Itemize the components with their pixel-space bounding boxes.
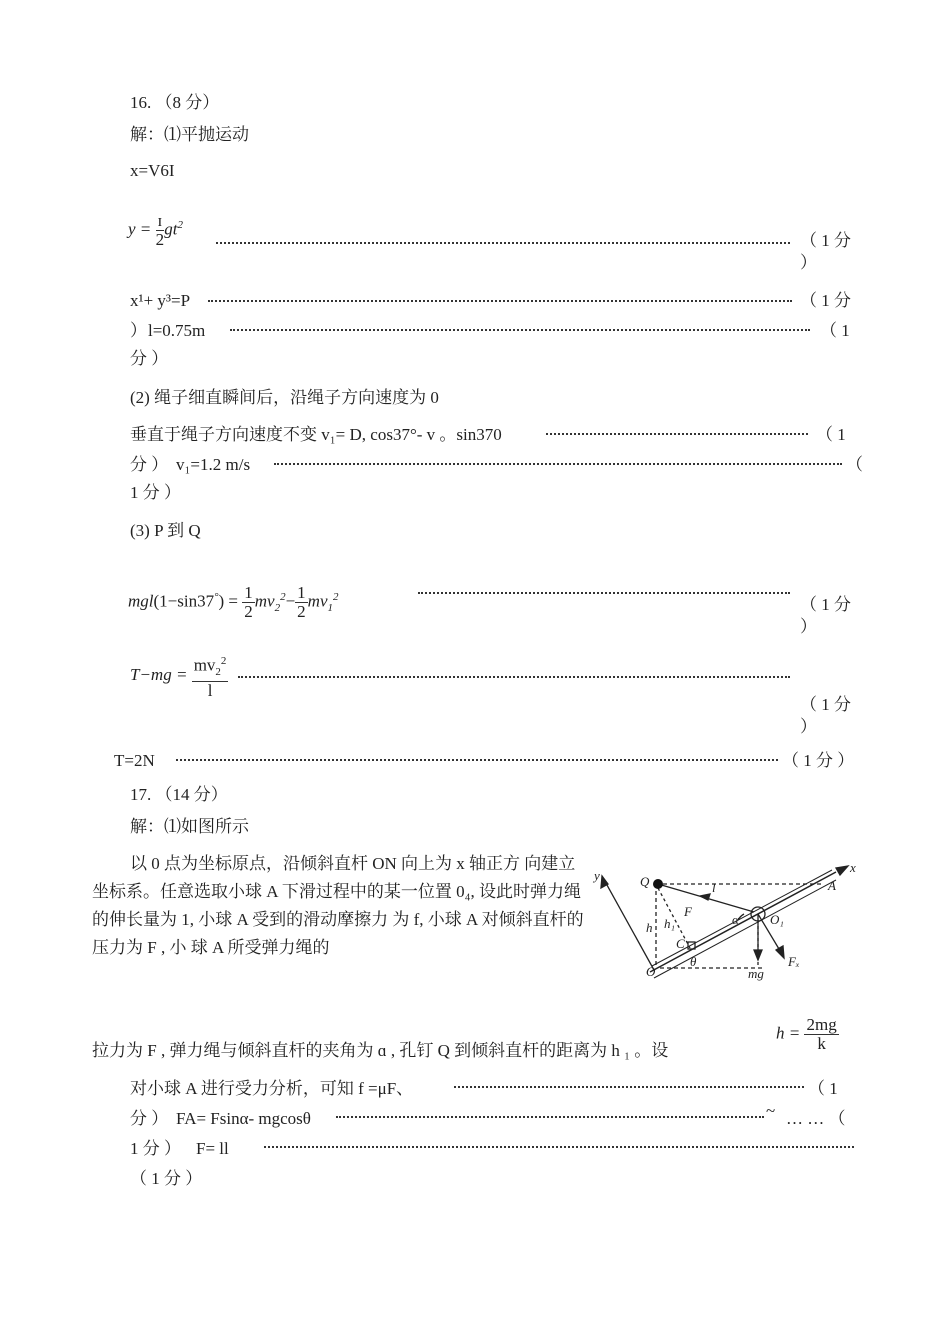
v1-value: v₁=1.2 m/s xyxy=(176,455,251,474)
label-x: x xyxy=(850,860,856,875)
dotted-leader xyxy=(546,429,808,435)
fx-arrow-icon xyxy=(776,946,784,958)
score: （ xyxy=(846,455,863,474)
q16-title: 16. （8 分） xyxy=(130,93,220,112)
score: （ 1 分 xyxy=(800,695,851,714)
mg-arrow-icon xyxy=(754,950,762,960)
dotted-leader xyxy=(454,1082,804,1088)
force-f-arrow-icon xyxy=(700,894,710,900)
force-analysis-line: 对小球 A 进行受力分析，可知 f =μF、 xyxy=(130,1079,414,1098)
label-mg: mg xyxy=(748,966,764,981)
score: 1 分 ） xyxy=(130,483,181,502)
dotted-leader xyxy=(216,238,790,244)
dotted-leader xyxy=(208,296,792,302)
dotted-leader xyxy=(418,588,790,594)
score: （ 1 xyxy=(820,321,850,340)
label-f: F xyxy=(684,904,692,919)
label-y: y xyxy=(594,868,600,883)
score: 分 ） xyxy=(130,349,169,368)
dotted-leader xyxy=(176,755,778,761)
y-equation: y = $\frac{\text{ɪ}}{2}$ $gt^2$ xyxy=(128,211,183,249)
q17-paragraph: 以 0 点为坐标原点，沿倾斜直杆 ON 向上为 x 轴正方 向建立坐标系。任意选取小球 A 下滑过程中的某一位置 0₄, 设此时弹力绳的伸长量为 1, 小球 A 受到的滑动摩擦力 为 f, 小球 A 对倾斜直杆的压力为 F , 小 球 A 所受弹力绳的 xyxy=(92,854,584,957)
part2-line: 垂直于绳子方向速度不变 v₁= D, cos37°- v 。sin370 xyxy=(130,425,502,444)
score: （ 1 分 ） xyxy=(130,1169,203,1188)
label-c: C xyxy=(676,936,685,951)
score: 分 ） xyxy=(130,455,169,474)
pin-q-icon xyxy=(653,879,663,889)
label-q: Q xyxy=(640,874,650,889)
dotted-leader xyxy=(274,459,842,465)
label-h: h xyxy=(646,920,653,935)
t-value: T=2N xyxy=(114,751,155,770)
score: （ 1 xyxy=(808,1079,838,1098)
x-equation: x=V6I xyxy=(130,161,175,180)
score: 1 分 ） xyxy=(130,1139,181,1158)
score: （ 1 xyxy=(816,425,846,444)
dotted-leader xyxy=(230,325,810,331)
score: 分 ） xyxy=(130,1109,169,1128)
score: （ 1 分 xyxy=(800,595,851,614)
dotted-leader xyxy=(336,1112,764,1118)
score: （ 1 分 ） xyxy=(782,751,855,770)
x-axis xyxy=(650,872,836,972)
label-o: O xyxy=(646,964,656,979)
fa-equation: FA= Fsinα- mgcosθ xyxy=(176,1109,311,1128)
score: （ 1 分 xyxy=(800,291,851,310)
l-value: l=0.75m xyxy=(148,321,206,340)
score: … … （ xyxy=(786,1109,846,1128)
tension-equation: T−mg = $\frac{mv_2^2}{l}$ xyxy=(130,652,228,700)
label-l: l xyxy=(712,880,716,895)
score: ） xyxy=(130,321,147,340)
label-o1: O₁ xyxy=(770,912,784,927)
energy-equation: mgl(1−sin37°) = $\frac{1}{2}$ $mv_2^2-$ $\frac{1}{2}$ $mv_1^2$ xyxy=(128,583,339,621)
dotted-leader xyxy=(264,1142,854,1148)
label-h1: h₁ xyxy=(664,916,676,931)
score: （ 1 分 xyxy=(800,231,851,250)
q17-line2: 拉力为 F , 弹力绳与倾斜直杆的夹角为 ɑ , 孔钉 Q 到倾斜直杆的距离为 h ₁ 。设 xyxy=(92,1041,669,1060)
label-theta: θ xyxy=(690,954,697,969)
force-diagram xyxy=(592,848,862,988)
part2-title: (2) 绳子细直瞬间后，沿绳子方向速度为 0 xyxy=(130,388,439,407)
part3-title: (3) P 到 Q xyxy=(130,521,201,540)
q17-solution-label: 解：⑴如图所示 xyxy=(130,817,249,836)
score: ） xyxy=(800,617,817,636)
q17-title: 17. （14 分） xyxy=(130,785,228,804)
score: ） xyxy=(800,253,817,272)
dotted-leader xyxy=(238,672,790,678)
label-a: A xyxy=(828,878,836,893)
label-alpha: α xyxy=(732,912,739,927)
h-formula: h = $\frac{2mg}{k}$ xyxy=(776,1015,837,1053)
tilde: ~ xyxy=(766,1101,776,1120)
label-fx: Fₓ xyxy=(788,954,800,969)
f-equation: F= ll xyxy=(196,1139,229,1158)
q16-solution-label: 解：⑴平抛运动 xyxy=(130,125,249,144)
score: ） xyxy=(800,717,817,736)
circle-equation: x¹+ y³=P xyxy=(130,291,191,310)
x-axis-arrow-icon xyxy=(836,866,848,875)
